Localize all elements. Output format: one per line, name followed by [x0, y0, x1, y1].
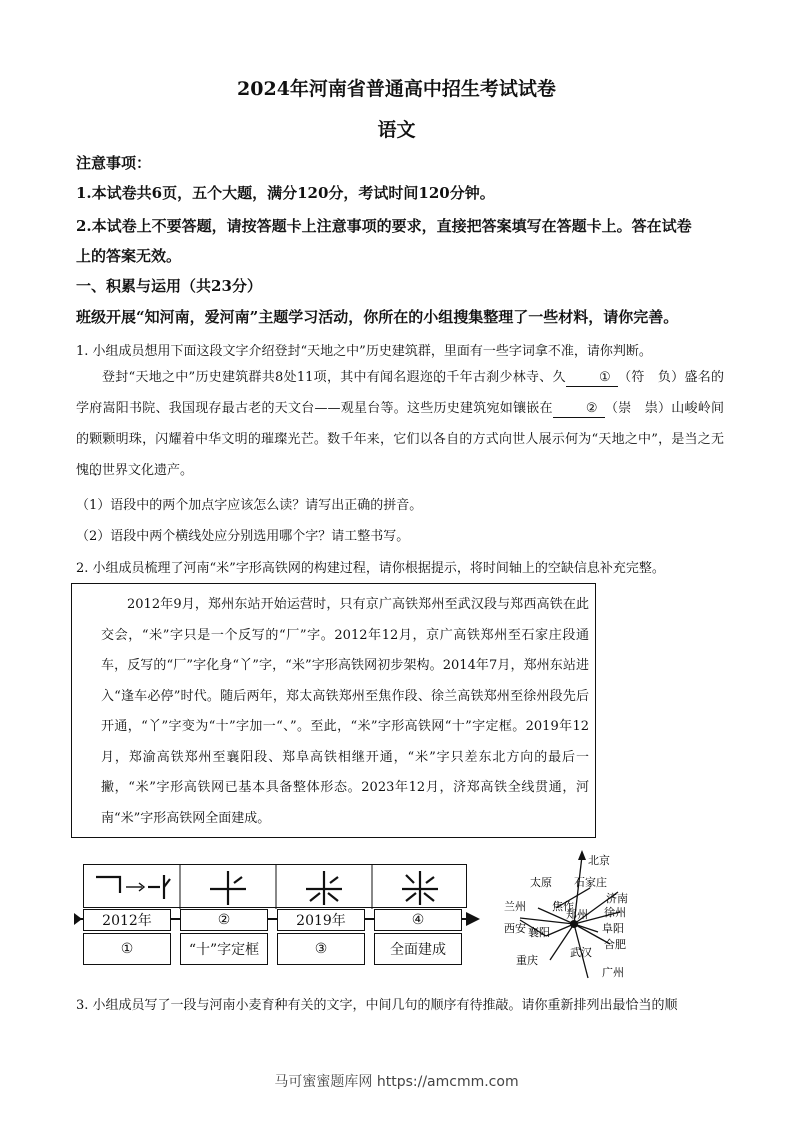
q3-stem: 3. 小组成员写了一段与河南小麦育种有关的文字，中间几句的顺序有待推敲。请你重新排列出最恰当的顺	[76, 998, 678, 1013]
notice-heading: 注意事项：	[76, 154, 152, 172]
city-label: 郑州	[566, 908, 588, 921]
q2-stem: 2. 小组成员梳理了河南“米”字形高铁网的构建过程，请你根据提示，将时间轴上的空缺信息补充完整。	[76, 561, 665, 576]
timeline-event-3: ③	[277, 933, 365, 965]
dotted-char-1: 迩	[419, 370, 434, 385]
timeline-year-3: 2019年	[277, 909, 365, 931]
city-label: 合肥	[604, 938, 626, 951]
q1-text-b: 的千年古刹少林寺、久	[433, 370, 566, 385]
blank-2: ②	[553, 401, 605, 418]
city-label: 阜阳	[602, 922, 624, 935]
q1-text-a: 登封“天地之中”历史建筑群共8处11项，其中有闻名遐	[102, 370, 420, 385]
footer-watermark: 马可蜜蜜题库网 https://amcmm.com	[274, 1074, 519, 1090]
city-label: 重庆	[516, 954, 538, 967]
timeline-event-1: ①	[83, 933, 171, 965]
city-label: 焦作	[552, 900, 574, 913]
timeline-event-2: “十”字定框	[180, 933, 268, 965]
timeline-event-4: 全面建成	[374, 933, 462, 965]
section-heading: 一、积累与运用（共23分）	[76, 277, 262, 295]
blank-1: ①	[566, 370, 618, 387]
city-label: 西安	[504, 922, 526, 935]
q1-option-2: （崇 祟）	[604, 401, 672, 416]
city-label: 兰州	[504, 900, 526, 913]
q1-passage	[76, 362, 724, 486]
material-text: 2012年9月，郑州东站开始运营时，只有京广高铁郑州至武汉段与郑西高铁在此交会，“米”字只是一个反写的“厂”字。2012年12月，京广高铁郑州至石家庄段通车，反写的“厂”字化身“丫”字，“米”字形高铁网初步架构。2014年7月，郑州东站进入“逢车必停”时代。随后两年，郑太高铁郑州至焦作段、徐兰高铁郑州至徐州段先后开通，“丫”字变为“十”字加一“、”。至此，“米”字形高铁网“十”字定框。2019年12月，郑渝高铁郑州至襄阳段、郑阜高铁相继开通，“米”字只差东北方向的最后一撇，“米”字形高铁网已基本具备整体形态。2023年12月，济郑高铁全线贯通，河南“米”字形高铁网全面建成。	[101, 597, 589, 826]
subject-title: 语文	[377, 119, 416, 141]
near-mi-shape	[306, 871, 342, 905]
shape-row	[83, 864, 467, 908]
city-label: 徐州	[604, 906, 626, 919]
notice-item-1: 1.本试卷共6页，五个大题，满分120分，考试时间120分钟。	[76, 184, 495, 202]
exam-title: 2024年河南省普通高中招生考试试卷	[237, 78, 556, 100]
cross-shape	[210, 871, 246, 905]
mi-shape	[402, 871, 438, 905]
city-label: 广州	[602, 966, 624, 979]
timeline-year-2: ②	[180, 909, 268, 931]
timeline-year-4: ④	[374, 909, 462, 931]
dotted-char-2: 愧	[76, 463, 90, 478]
notice-item-2-cont: 上的答案无效。	[76, 247, 182, 265]
timeline-year-1: 2012年	[83, 909, 171, 931]
q1-sub-2: （2）语段中两个横线处应分别选用哪个字？请工整书写。	[76, 529, 410, 544]
city-label: 襄阳	[528, 926, 550, 939]
q1-text-c: 盛名的学府嵩阳书院、我国现存最古老的天文台——观星台等。这些历史建筑宛如镶嵌在	[76, 370, 724, 416]
rail-map	[500, 848, 650, 982]
section-intro: 班级开展“知河南，爱河南”主题学习活动，你所在的小组搜集整理了一些材料，请你完善。	[76, 308, 679, 326]
q1-option-1: （符 负）	[617, 370, 685, 385]
q1-stem: 1. 小组成员想用下面这段文字介绍登封“天地之中”历史建筑群，里面有一些字词拿不准，请你判断。	[76, 344, 652, 359]
city-label: 济南	[606, 892, 628, 905]
reversed-chang-shape	[96, 875, 170, 899]
city-label: 太原	[530, 876, 552, 889]
q1-sub-1: （1）语段中的两个加点字应该怎么读？请写出正确的拼音。	[76, 498, 423, 513]
city-label: 武汉	[570, 946, 592, 959]
shape-icons	[84, 865, 468, 909]
notice-item-2: 2.本试卷上不要答题，请按答题卡上注意事项的要求，直接把答案填写在答题卡上。答在试卷	[76, 217, 692, 235]
city-label: 石家庄	[574, 876, 607, 889]
q1-text-d: 山峻岭间的颗颗明珠，闪耀着中华文明的璀璨光芒。数千年来，它们以各自的方式向世人展示何为“天地之中”，是当之无	[76, 401, 724, 447]
q1-text-e: 的世界文化遗产。	[89, 463, 194, 478]
city-label: 北京	[588, 854, 610, 867]
